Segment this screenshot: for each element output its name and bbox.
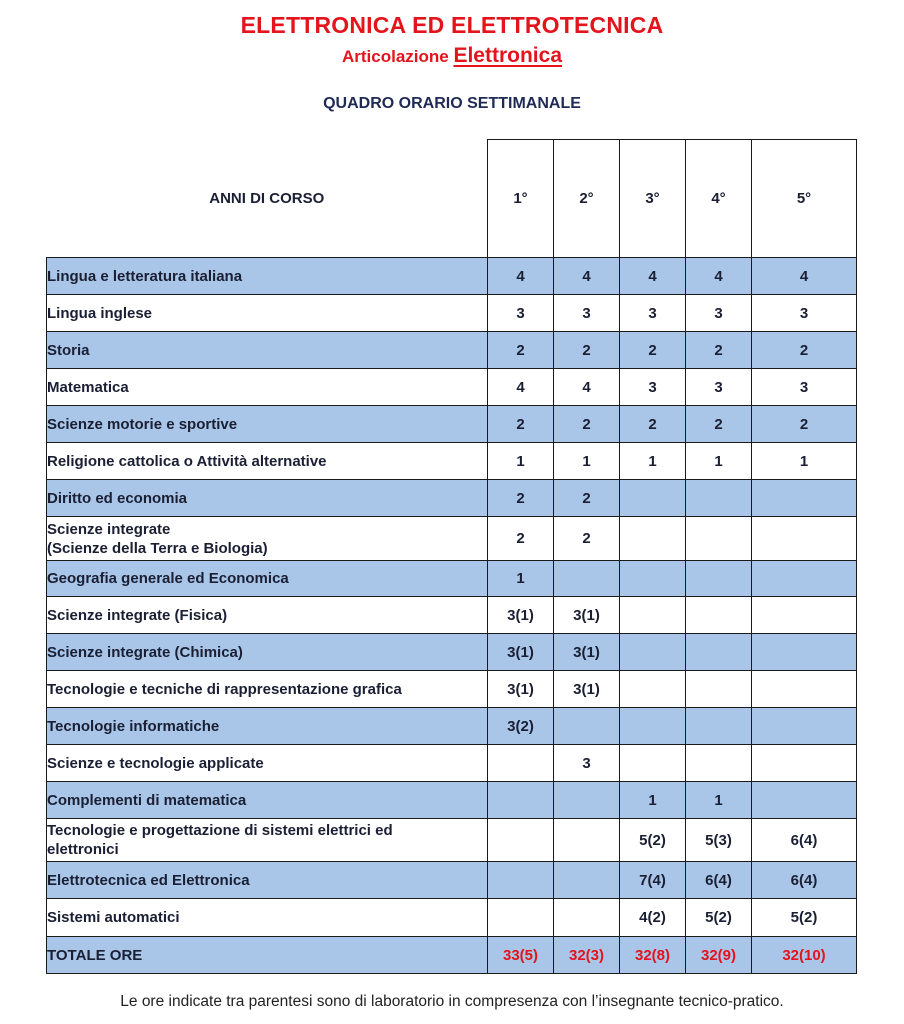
hours-cell: [686, 480, 752, 517]
subject-name: Tecnologie informatiche: [47, 708, 488, 745]
year-header: 2°: [554, 140, 620, 258]
table-row: [47, 597, 857, 634]
subject-name: Scienze integrate (Fisica): [47, 597, 488, 634]
hours-cell: 2: [686, 406, 752, 443]
hours-cell: 3(1): [488, 597, 554, 634]
subtitle-emphasis: Elettronica: [453, 44, 562, 67]
hours-cell: [752, 634, 857, 671]
hours-cell: 4: [554, 369, 620, 406]
subtitle-prefix: Articolazione: [341, 47, 449, 66]
hours-cell: [620, 597, 686, 634]
hours-cell: [620, 517, 686, 561]
subject-name: Diritto ed economia: [47, 480, 488, 517]
hours-cell: 3: [686, 295, 752, 332]
table-row: [47, 561, 857, 597]
hours-cell: [620, 480, 686, 517]
table-row: [47, 634, 857, 671]
hours-cell: [620, 561, 686, 597]
subject-name: Religione cattolica o Attività alternative: [47, 443, 488, 480]
hours-cell: 4: [620, 258, 686, 295]
hours-cell: [752, 782, 857, 819]
hours-cell: [752, 671, 857, 708]
hours-cell: 3: [488, 295, 554, 332]
hours-cell: 2: [488, 480, 554, 517]
hours-cell: 5(2): [620, 819, 686, 862]
hours-cell: 1: [488, 443, 554, 480]
table-row: [47, 862, 857, 899]
hours-cell: 2: [752, 332, 857, 369]
subject-name: Lingua e letteratura italiana: [47, 258, 488, 295]
hours-cell: 1: [686, 443, 752, 480]
hours-cell: [620, 634, 686, 671]
table-body: [47, 258, 857, 974]
hours-cell: 2: [620, 332, 686, 369]
hours-cell: 4: [488, 258, 554, 295]
subject-name: Scienze integrate (Chimica): [47, 634, 488, 671]
total-hours-cell: 33(5): [488, 937, 554, 974]
hours-cell: [620, 708, 686, 745]
hours-cell: 2: [554, 480, 620, 517]
hours-cell: [554, 899, 620, 937]
hours-cell: [488, 862, 554, 899]
hours-cell: 2: [554, 517, 620, 561]
hours-cell: [554, 819, 620, 862]
weekly-schedule-table: [46, 139, 857, 974]
hours-cell: [488, 782, 554, 819]
subject-name: Elettrotecnica ed Elettronica: [47, 862, 488, 899]
total-hours-cell: 32(10): [752, 937, 857, 974]
hours-cell: [488, 745, 554, 782]
hours-cell: 6(4): [752, 819, 857, 862]
year-header: 4°: [686, 140, 752, 258]
hours-cell: [686, 597, 752, 634]
hours-cell: [686, 634, 752, 671]
hours-cell: 3(1): [488, 634, 554, 671]
hours-cell: 3: [686, 369, 752, 406]
table-row: [47, 295, 857, 332]
hours-cell: 3(2): [488, 708, 554, 745]
table-row: [47, 406, 857, 443]
hours-cell: 6(4): [752, 862, 857, 899]
hours-cell: 3: [620, 369, 686, 406]
year-header: 3°: [620, 140, 686, 258]
hours-cell: [620, 671, 686, 708]
hours-cell: 4: [686, 258, 752, 295]
table-row: [47, 899, 857, 937]
table-row: [47, 671, 857, 708]
hours-cell: 3: [752, 369, 857, 406]
section-title: QUADRO ORARIO SETTIMANALE: [323, 95, 581, 112]
hours-cell: [752, 708, 857, 745]
table-row: [47, 480, 857, 517]
footer-note: Le ore indicate tra parentesi sono di laboratorio in compresenza con l’insegnante tecnico-pratico.: [120, 993, 784, 1010]
hours-cell: [752, 745, 857, 782]
hours-cell: [554, 561, 620, 597]
hours-cell: [752, 517, 857, 561]
hours-cell: [488, 899, 554, 937]
hours-cell: 1: [620, 782, 686, 819]
hours-cell: [686, 561, 752, 597]
hours-cell: [752, 597, 857, 634]
hours-cell: 2: [752, 406, 857, 443]
hours-cell: 3(1): [554, 597, 620, 634]
hours-cell: 5(3): [686, 819, 752, 862]
subject-name: Complementi di matematica: [47, 782, 488, 819]
hours-cell: 4: [488, 369, 554, 406]
subject-name: Tecnologie e tecniche di rappresentazione grafica: [47, 671, 488, 708]
hours-cell: [686, 708, 752, 745]
hours-cell: 3: [620, 295, 686, 332]
hours-cell: [752, 480, 857, 517]
hours-cell: 3: [554, 295, 620, 332]
table-row: [47, 258, 857, 295]
table-row: [47, 708, 857, 745]
total-hours-cell: 32(8): [620, 937, 686, 974]
hours-cell: 4: [554, 258, 620, 295]
table-row: [47, 819, 857, 862]
hours-cell: 1: [554, 443, 620, 480]
table-row: [47, 332, 857, 369]
hours-cell: 2: [620, 406, 686, 443]
hours-cell: 2: [488, 517, 554, 561]
document-title: ELETTRONICA ED ELETTROTECNICA: [240, 12, 664, 38]
hours-cell: 2: [488, 332, 554, 369]
subject-name: Scienze e tecnologie applicate: [47, 745, 488, 782]
hours-cell: 2: [554, 332, 620, 369]
hours-cell: 4(2): [620, 899, 686, 937]
table-row: [47, 782, 857, 819]
hours-cell: 3(1): [554, 671, 620, 708]
subject-name: Lingua inglese: [47, 295, 488, 332]
hours-cell: 2: [488, 406, 554, 443]
table-header-row: [47, 140, 857, 258]
hours-cell: 1: [488, 561, 554, 597]
subject-name: Sistemi automatici: [47, 899, 488, 937]
hours-cell: 3: [554, 745, 620, 782]
subject-name: Geografia generale ed Economica: [47, 561, 488, 597]
total-hours-cell: 32(9): [686, 937, 752, 974]
hours-cell: [620, 745, 686, 782]
total-label: TOTALE ORE: [47, 937, 488, 974]
table-row: [47, 517, 857, 561]
subject-name: Tecnologie e progettazione di sistemi elettrici ed elettronici: [47, 819, 488, 862]
hours-cell: 5(2): [752, 899, 857, 937]
table-row: [47, 369, 857, 406]
table-row: [47, 745, 857, 782]
document-subtitle: [0, 44, 904, 68]
hours-cell: [554, 708, 620, 745]
total-row: [47, 937, 857, 974]
hours-cell: 6(4): [686, 862, 752, 899]
hours-cell: 2: [686, 332, 752, 369]
subject-name: Storia: [47, 332, 488, 369]
table-row: [47, 443, 857, 480]
hours-cell: [554, 862, 620, 899]
hours-cell: [686, 745, 752, 782]
hours-cell: 7(4): [620, 862, 686, 899]
subject-name: Scienze motorie e sportive: [47, 406, 488, 443]
year-header: 5°: [752, 140, 857, 258]
hours-cell: 3: [752, 295, 857, 332]
hours-cell: [686, 517, 752, 561]
hours-cell: 1: [752, 443, 857, 480]
hours-cell: [554, 782, 620, 819]
hours-cell: 4: [752, 258, 857, 295]
hours-cell: 5(2): [686, 899, 752, 937]
total-hours-cell: 32(3): [554, 937, 620, 974]
subject-name: Scienze integrate (Scienze della Terra e Biologia): [47, 517, 488, 561]
hours-cell: 2: [554, 406, 620, 443]
hours-cell: 1: [686, 782, 752, 819]
subject-name: Matematica: [47, 369, 488, 406]
hours-cell: [686, 671, 752, 708]
hours-cell: 3(1): [488, 671, 554, 708]
hours-cell: [752, 561, 857, 597]
hours-cell: 3(1): [554, 634, 620, 671]
year-header: 1°: [488, 140, 554, 258]
hours-cell: 1: [620, 443, 686, 480]
hours-cell: [488, 819, 554, 862]
years-header-label: ANNI DI CORSO: [47, 140, 488, 258]
